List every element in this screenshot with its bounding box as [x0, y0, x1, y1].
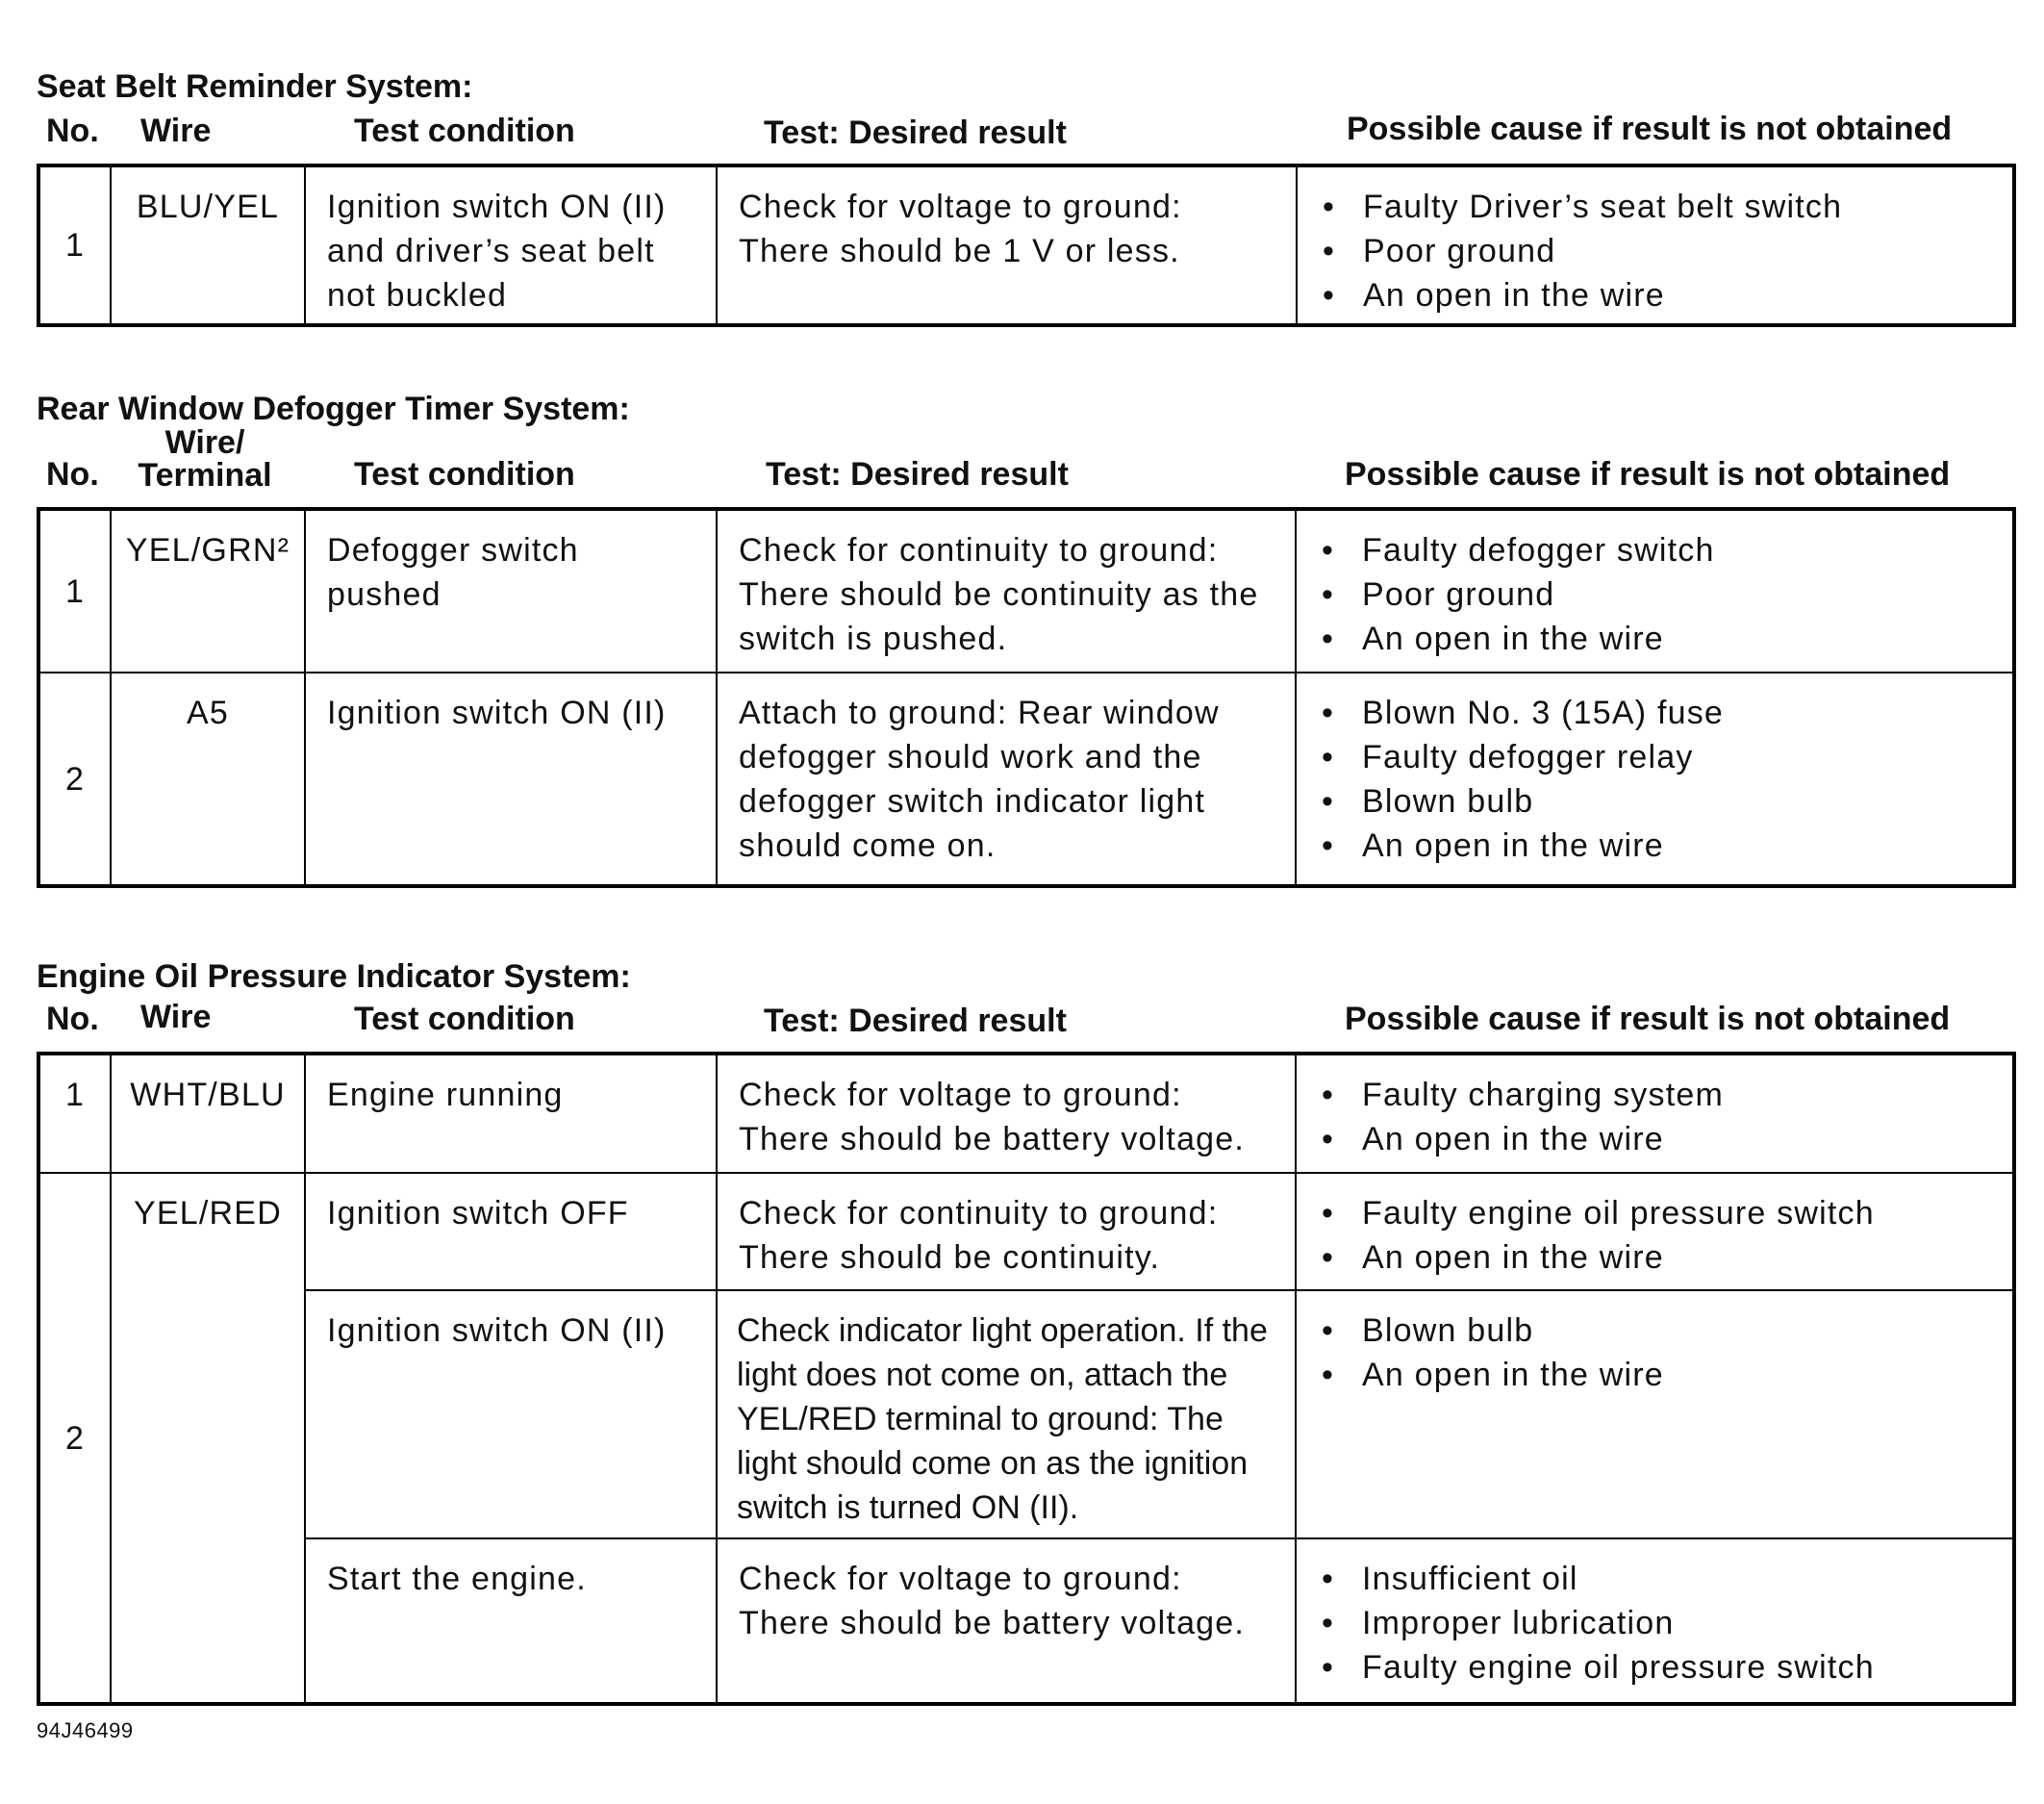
terminal-id: A5 — [111, 673, 305, 886]
table-row — [38, 165, 2014, 325]
cause-item: • Improper lubrication — [1318, 1601, 1999, 1645]
cause-item: • Faulty Driver’s seat belt switch — [1319, 185, 1999, 229]
test-condition: Ignition switch ON (II) — [305, 1290, 717, 1538]
wire-color: BLU/YEL — [111, 165, 305, 325]
table-row — [38, 1054, 2014, 1173]
rear-defogger-table — [37, 507, 2016, 888]
test-condition: Ignition switch ON (II) and driver’s seat belt not buckled — [305, 165, 717, 325]
row-number: 2 — [38, 673, 111, 886]
wire-color: YEL/GRN² — [111, 509, 305, 673]
col-head-test-condition: Test condition — [354, 113, 575, 149]
possible-causes — [1297, 165, 2014, 325]
section-title: Engine Oil Pressure Indicator System: — [37, 958, 631, 995]
seat-belt-section — [37, 67, 2016, 327]
row-number: 1 — [38, 1054, 111, 1173]
engine-oil-table — [37, 1052, 2016, 1706]
table-row — [38, 673, 2014, 886]
row-number: 2 — [38, 1173, 111, 1704]
wire-color: WHT/BLU — [111, 1054, 305, 1173]
possible-causes — [1296, 1290, 2014, 1538]
col-head-possible-cause: Possible cause if result is not obtained — [1347, 111, 1953, 147]
possible-causes — [1296, 1538, 2014, 1704]
table-row — [38, 509, 2014, 673]
col-head-wire-terminal — [133, 426, 277, 492]
cause-item: • An open in the wire — [1318, 617, 1999, 661]
possible-causes — [1296, 1173, 2014, 1290]
cause-item: • Faulty defogger switch — [1318, 528, 1999, 572]
cause-item: • Faulty defogger relay — [1318, 735, 1999, 779]
cause-item: • An open in the wire — [1318, 1353, 1999, 1397]
possible-causes — [1296, 673, 2014, 886]
col-head-wire-line1: Wire/ — [164, 424, 245, 461]
engine-oil-section — [37, 957, 2016, 1717]
col-head-no: No. — [46, 113, 99, 149]
figure-id: 94J46499 — [37, 1718, 134, 1742]
table-row — [38, 1173, 2014, 1290]
col-head-test-condition: Test condition — [354, 456, 575, 493]
desired-result: Check for continuity to ground: There should be continuity. — [717, 1173, 1296, 1290]
col-head-possible-cause: Possible cause if result is not obtained — [1345, 1001, 1951, 1037]
col-head-possible-cause: Possible cause if result is not obtained — [1345, 456, 1951, 493]
col-head-no: No. — [46, 1001, 99, 1037]
col-head-test-condition: Test condition — [354, 1001, 575, 1037]
desired-result: Check for voltage to ground: There should be battery voltage. — [717, 1054, 1296, 1173]
col-head-desired-result: Test: Desired result — [766, 456, 1069, 493]
col-head-desired-result: Test: Desired result — [764, 114, 1067, 151]
row-number: 1 — [38, 509, 111, 673]
col-head-no: No. — [46, 456, 99, 493]
cause-item: • Poor ground — [1318, 572, 1999, 617]
cause-item: • An open in the wire — [1318, 824, 1999, 868]
col-head-desired-result: Test: Desired result — [764, 1003, 1067, 1039]
cause-item: • An open in the wire — [1318, 1117, 1999, 1161]
cause-item: • Blown bulb — [1318, 779, 1999, 824]
col-head-wire-line2: Terminal — [138, 457, 272, 494]
rear-defogger-section — [37, 390, 2016, 890]
section-title: Rear Window Defogger Timer System: — [37, 391, 630, 427]
section-title: Seat Belt Reminder System: — [37, 68, 473, 105]
cause-item: • Faulty engine oil pressure switch — [1318, 1645, 1999, 1690]
test-condition: Ignition switch OFF — [305, 1173, 717, 1290]
test-condition: Defogger switch pushed — [305, 509, 717, 673]
cause-item: • Faulty engine oil pressure switch — [1318, 1191, 1999, 1235]
col-head-wire: Wire — [140, 999, 212, 1035]
possible-causes — [1296, 1054, 2014, 1173]
cause-item: • Poor ground — [1319, 229, 1999, 273]
desired-result: Check for voltage to ground: There should be battery voltage. — [717, 1538, 1296, 1704]
cause-item: • An open in the wire — [1319, 273, 1999, 318]
table-row — [38, 1538, 2014, 1704]
desired-result: Attach to ground: Rear window defogger should work and the defogger switch indicator light should come on. — [717, 673, 1296, 886]
test-condition: Ignition switch ON (II) — [305, 673, 717, 886]
table-row — [38, 1290, 2014, 1538]
wire-color: YEL/RED — [111, 1173, 305, 1704]
col-head-wire: Wire — [140, 113, 212, 149]
test-condition: Start the engine. — [305, 1538, 717, 1704]
seat-belt-table — [37, 164, 2016, 327]
cause-item: • An open in the wire — [1318, 1235, 1999, 1280]
desired-result: Check for continuity to ground: There should be continuity as the switch is pushed. — [717, 509, 1296, 673]
cause-item: • Blown bulb — [1318, 1309, 1999, 1353]
possible-causes — [1296, 509, 2014, 673]
cause-item: • Faulty charging system — [1318, 1073, 1999, 1117]
desired-result: Check for voltage to ground: There should be 1 V or less. — [717, 165, 1297, 325]
row-number: 1 — [38, 165, 111, 325]
test-condition: Engine running — [305, 1054, 717, 1173]
desired-result: Check indicator light operation. If the light does not come on, attach the YEL/RED terminal to ground: The light should come on as the ignition switch is turned ON (II). — [717, 1290, 1296, 1538]
cause-item: • Blown No. 3 (15A) fuse — [1318, 691, 1999, 735]
cause-item: • Insufficient oil — [1318, 1557, 1999, 1601]
